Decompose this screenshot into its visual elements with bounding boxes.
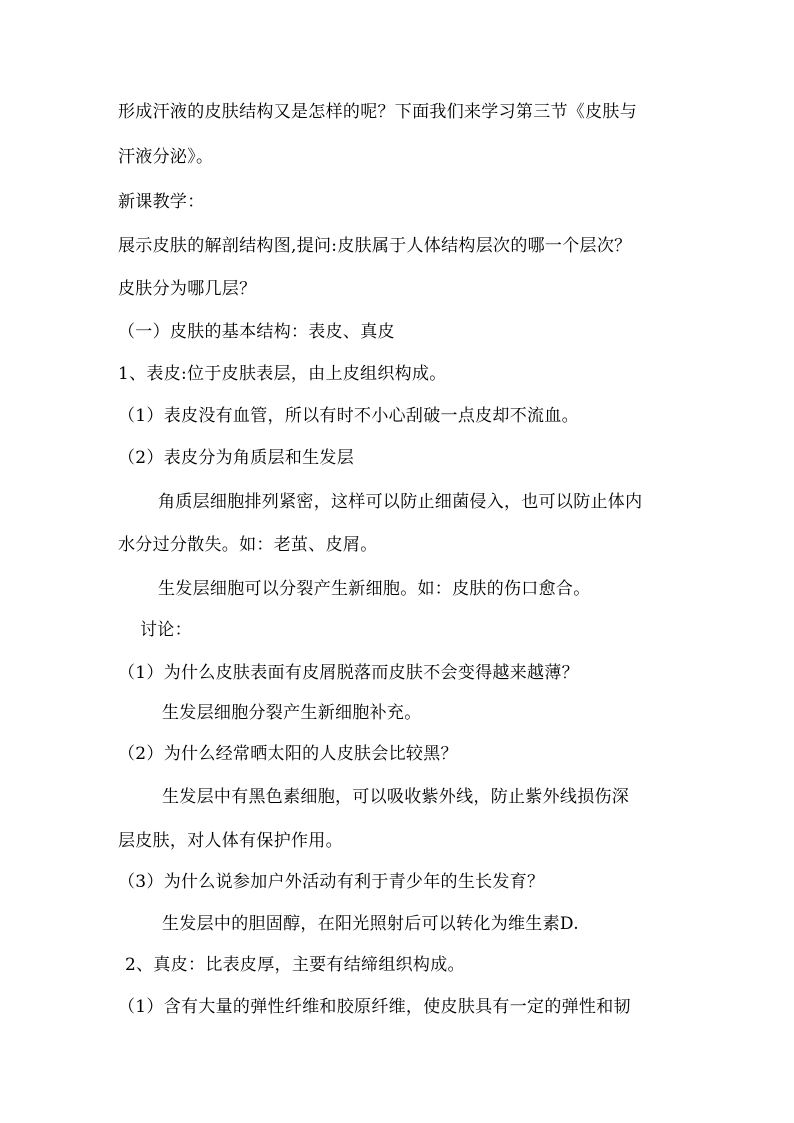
discussion-answer-1: 生发层细胞分裂产生新细胞补充。 (162, 703, 422, 723)
text-line-discussion: 讨论： (140, 620, 192, 640)
discussion-question-1: （1）为什么皮肤表面有皮屑脱落而皮肤不会变得越来越薄？ (118, 663, 579, 683)
text-line-stratum-corneum-1: 角质层细胞排列紧密，这样可以防止细菌侵入，也可以防止体内 (158, 492, 643, 512)
text-line-epidermis-point-2: （2）表皮分为角质层和生发层 (118, 448, 355, 468)
text-line-dermis: 2、真皮：比表皮厚，主要有结缔组织构成。 (125, 955, 465, 975)
text-line-question-2: 皮肤分为哪几层？ (118, 279, 257, 299)
text-line-intro-2: 汗液分泌》。 (118, 147, 214, 167)
text-line-epidermis: 1、表皮:位于皮肤表层，由上皮组织构成。 (118, 364, 447, 384)
text-line-epidermis-point-1: （1）表皮没有血管，所以有时不小心刮破一点皮却不流血。 (118, 406, 579, 426)
section-heading-basic-structure: （一）皮肤的基本结构：表皮、真皮 (118, 322, 395, 342)
text-line-question-1: 展示皮肤的解剖结构图,提问:皮肤属于人体结构层次的哪一个层次？ (118, 236, 632, 256)
text-line-germinal-layer: 生发层细胞可以分裂产生新细胞。如：皮肤的伤口愈合。 (158, 579, 591, 599)
discussion-answer-2-line-1: 生发层中有黑色素细胞，可以吸收紫外线，防止紫外线损伤深 (162, 787, 630, 807)
text-line-stratum-corneum-2: 水分过分散失。如：老茧、皮屑。 (118, 535, 378, 555)
discussion-answer-3: 生发层中的胆固醇，在阳光照射后可以转化为维生素D. (162, 914, 579, 934)
text-line-new-lesson: 新课教学： (118, 192, 205, 212)
discussion-answer-2-line-2: 层皮肤，对人体有保护作用。 (118, 831, 343, 851)
text-line-dermis-point-1: （1）含有大量的弹性纤维和胶原纤维，使皮肤具有一定的弹性和韧 (118, 997, 631, 1017)
discussion-question-2: （2）为什么经常晒太阳的人皮肤会比较黑？ (118, 744, 458, 764)
text-line-intro-1: 形成汗液的皮肤结构又是怎样的呢？下面我们来学习第三节《皮肤与 (118, 102, 637, 122)
discussion-question-3: （3）为什么说参加户外活动有利于青少年的生长发育？ (118, 872, 545, 892)
